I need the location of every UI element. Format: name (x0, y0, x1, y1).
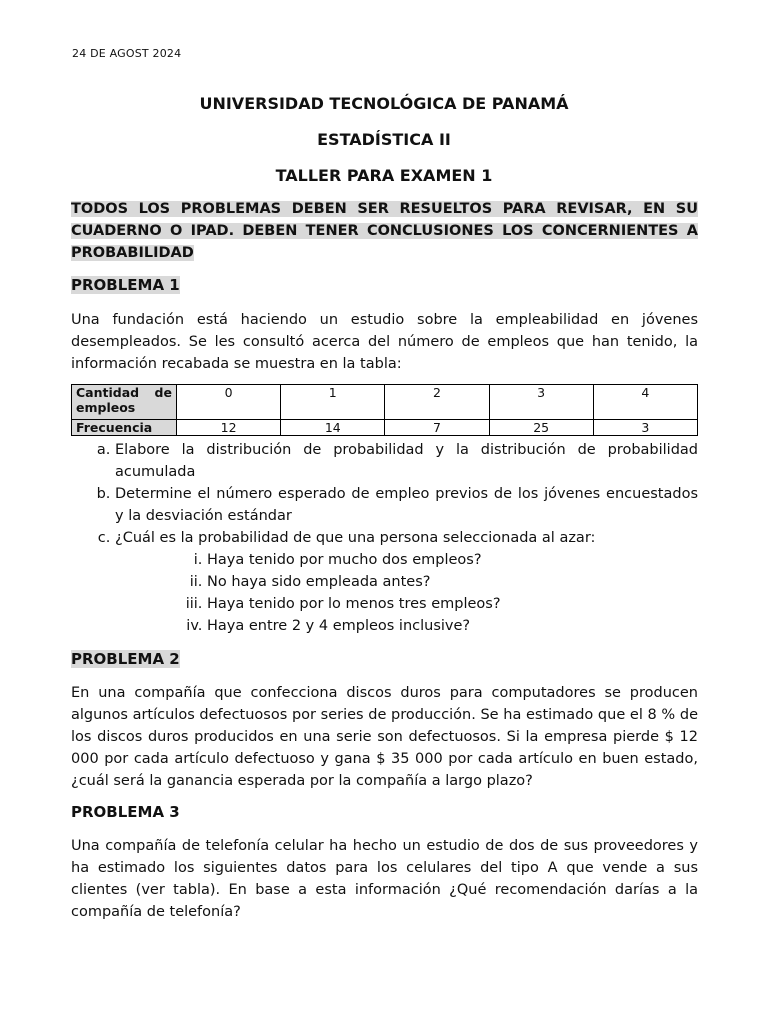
table-cell: 3 (593, 420, 697, 436)
problem-1-questions (71, 439, 698, 637)
problem-1-text: Una fundación está haciendo un estudio sobre la empleabilidad en jóvenes desempleados. Se les consultó acerca del número de empleos que han tenido, la información recabada se muestra en la tabla: (71, 312, 698, 372)
problem-2-heading (71, 650, 180, 668)
university-title: UNIVERSIDAD TECNOLÓGICA DE PANAMÁ (199, 94, 569, 113)
table-cell: 4 (593, 385, 697, 420)
table-cell: 7 (385, 420, 489, 436)
table-cell: 12 (177, 420, 281, 436)
list-item: a. Elabore la distribución de probabilidad y la distribución de probabilidad acumulada (115, 439, 698, 483)
course-title: ESTADÍSTICA II (317, 130, 451, 149)
table-row (72, 385, 698, 420)
problem-1-heading-text: PROBLEMA 1 (71, 276, 180, 294)
table-cell: 14 (281, 420, 385, 436)
table-cell: 3 (489, 385, 593, 420)
table-cell: 1 (281, 385, 385, 420)
table-row-label: Cantidad de empleos (72, 385, 177, 420)
workshop-title: TALLER PARA EXAMEN 1 (275, 166, 493, 185)
problem-2-heading-text: PROBLEMA 2 (71, 650, 180, 668)
table-cell: 0 (177, 385, 281, 420)
list-item: b. Determine el número esperado de empleo previos de los jóvenes encuestados y la desviación estándar (115, 483, 698, 527)
problem-1-subquestions (115, 549, 698, 637)
list-item: iii. Haya tenido por lo menos tres empleos? (207, 593, 698, 615)
list-item: i. Haya tenido por mucho dos empleos? (207, 549, 698, 571)
list-item: iv. Haya entre 2 y 4 empleos inclusive? (207, 615, 698, 637)
table-row-label: Frecuencia (72, 420, 177, 436)
problem-3-heading (71, 803, 180, 821)
list-item (115, 527, 698, 637)
problem-1-heading (71, 276, 180, 294)
instructions-notice (71, 198, 698, 264)
table-cell: 25 (489, 420, 593, 436)
table-row (72, 420, 698, 436)
employment-frequency-table (71, 384, 698, 436)
problem-3-heading-text: PROBLEMA 3 (71, 803, 180, 821)
document-date: 24 DE AGOST 2024 (72, 47, 182, 60)
table-cell: 2 (385, 385, 489, 420)
problem-3-text: Una compañía de telefonía celular ha hecho un estudio de dos de sus proveedores y ha estimado los siguientes datos para los celulares del tipo A que vende a sus clientes (ver tabla). En base a esta información ¿Qué recomendación darías a la compañía de telefonía? (71, 838, 698, 920)
list-item: ii. No haya sido empleada antes? (207, 571, 698, 593)
problem-2-text: En una compañía que confecciona discos duros para computadores se producen algunos artículos defectuosos por series de producción. Se ha estimado que el 8 % de los discos duros producidos en una serie son defectuosos. Si la empresa pierde $ 12 000 por cada artículo defectuoso y gana $ 35 000 por cada artículo en buen estado, ¿cuál será la ganancia esperada por la compañía a largo plazo? (71, 685, 698, 789)
list-item-text: ¿Cuál es la probabilidad de que una persona seleccionada al azar: (115, 530, 596, 546)
instructions-notice-text: TODOS LOS PROBLEMAS DEBEN SER RESUELTOS PARA REVISAR, EN SU CUADERNO O IPAD. DEBEN TENER CONCLUSIONES LOS CONCERNIENTES A PROBABILIDAD (71, 201, 698, 261)
